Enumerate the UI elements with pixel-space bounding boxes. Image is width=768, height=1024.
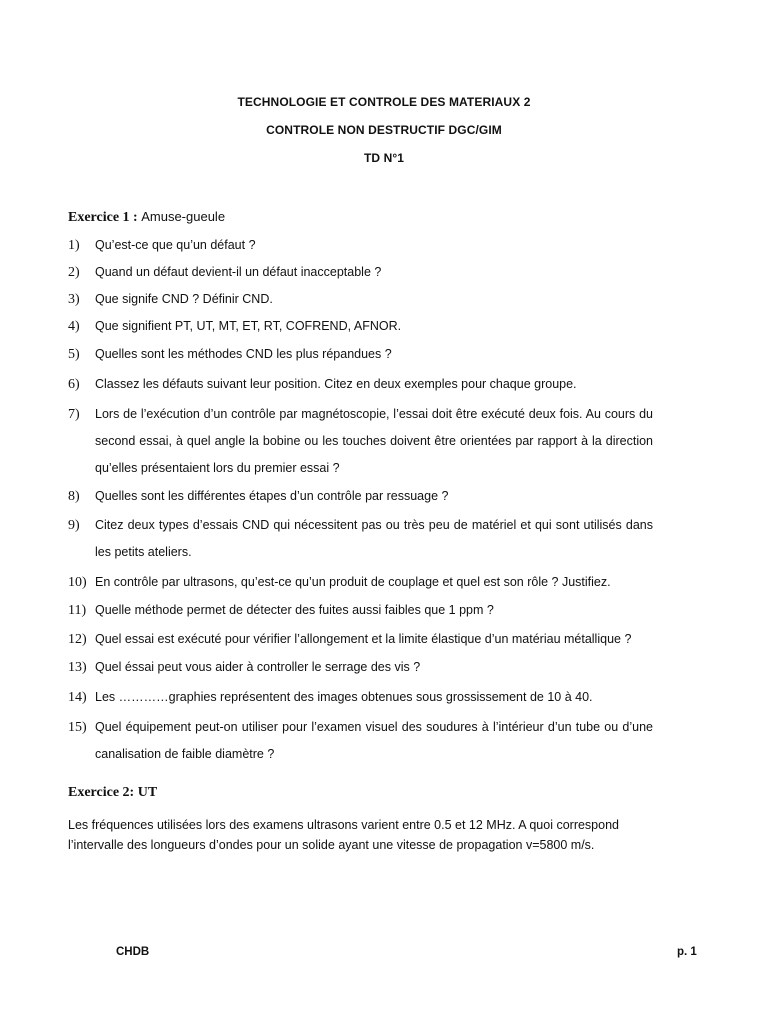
footer-page-number: p. 1 bbox=[677, 946, 697, 958]
footer-author: CHDB bbox=[116, 946, 150, 958]
question-text: Quelles sont les méthodes CND les plus répandues ? bbox=[95, 347, 392, 361]
question-text: Quel éssai peut vous aider à controller le serrage des vis ? bbox=[95, 660, 421, 674]
question-number: 2) bbox=[68, 265, 80, 280]
question-number: 8) bbox=[68, 489, 80, 504]
question-9 bbox=[68, 512, 653, 566]
question-5 bbox=[68, 341, 653, 368]
question-text: Quel essai est exécuté pour vérifier l’allongement et la limite élastique d’un matériau métallique ? bbox=[95, 632, 632, 646]
question-7 bbox=[68, 401, 653, 482]
question-14 bbox=[68, 684, 653, 711]
td-title: TD N°1 bbox=[363, 151, 405, 165]
question-number: 14) bbox=[68, 690, 87, 705]
question-12 bbox=[68, 626, 653, 653]
exercise2-heading: Exercice 2: UT bbox=[68, 785, 158, 800]
question-number: 12) bbox=[68, 632, 87, 647]
question-text: Quand un défaut devient-il un défaut inacceptable ? bbox=[95, 265, 382, 279]
question-15 bbox=[68, 714, 653, 768]
question-number: 9) bbox=[68, 518, 80, 533]
question-text: Lors de l’exécution d’un contrôle par magnétoscopie, l’essai doit être exécuté deux fois. Au cours du second essai, à quel angle la bobine ou les touches doivent être orientées par rapport à la direction qu’elles présentaient lors du premier essai ? bbox=[95, 407, 653, 475]
question-text: Quel équipement peut-on utiliser pour l’examen visuel des soudures à l’intérieur d’un tube ou d’une canalisation de faible diamètre ? bbox=[95, 720, 653, 761]
question-number: 15) bbox=[68, 720, 87, 735]
exercise1-heading bbox=[68, 209, 225, 226]
exercise2-text: Les fréquences utilisées lors des examens ultrasons varient entre 0.5 et 12 MHz. A quoi correspond l’intervalle des longueurs d’ondes pour un solide ayant une vitesse de propagation v=5800 m/s. bbox=[68, 818, 619, 852]
question-text: Les …………graphies représentent des images obtenues sous grossissement de 10 à 40. bbox=[95, 690, 593, 704]
question-number: 6) bbox=[68, 377, 80, 392]
question-text: Qu’est-ce que qu’un défaut ? bbox=[95, 238, 256, 252]
question-text: Quelle méthode permet de détecter des fuites aussi faibles que 1 ppm ? bbox=[95, 603, 494, 617]
subject-title: CONTROLE NON DESTRUCTIF DGC/GIM bbox=[266, 123, 502, 137]
question-10 bbox=[68, 569, 653, 596]
question-text: Quelles sont les différentes étapes d’un contrôle par ressuage ? bbox=[95, 489, 449, 503]
question-text: Citez deux types d’essais CND qui nécessitent pas ou très peu de matériel et qui sont utilisés dans les petits ateliers. bbox=[95, 518, 653, 559]
question-text: En contrôle par ultrasons, qu’est-ce qu’un produit de couplage et quel est son rôle ? Justifiez. bbox=[95, 575, 611, 589]
question-1 bbox=[68, 232, 653, 259]
course-title: TECHNOLOGIE ET CONTROLE DES MATERIAUX 2 bbox=[237, 95, 531, 109]
question-number: 3) bbox=[68, 292, 80, 307]
question-number: 13) bbox=[68, 660, 87, 675]
exercise1-subtitle: Amuse-gueule bbox=[141, 209, 226, 224]
question-text: Que signifient PT, UT, MT, ET, RT, COFREND, AFNOR. bbox=[95, 319, 402, 333]
question-number: 7) bbox=[68, 407, 80, 422]
question-2 bbox=[68, 259, 653, 286]
question-4 bbox=[68, 313, 653, 340]
exercise1-label: Exercice 1 : bbox=[68, 210, 138, 225]
question-11 bbox=[68, 597, 653, 624]
question-number: 4) bbox=[68, 319, 80, 334]
question-text: Classez les défauts suivant leur position. Citez en deux exemples pour chaque groupe. bbox=[95, 377, 577, 391]
question-text: Que signife CND ? Définir CND. bbox=[95, 292, 273, 306]
question-number: 1) bbox=[68, 238, 80, 253]
question-8 bbox=[68, 483, 653, 510]
question-13 bbox=[68, 654, 653, 681]
question-3 bbox=[68, 286, 653, 313]
question-number: 10) bbox=[68, 575, 87, 590]
question-number: 11) bbox=[68, 603, 87, 618]
question-number: 5) bbox=[68, 347, 80, 362]
question-6 bbox=[68, 371, 653, 398]
